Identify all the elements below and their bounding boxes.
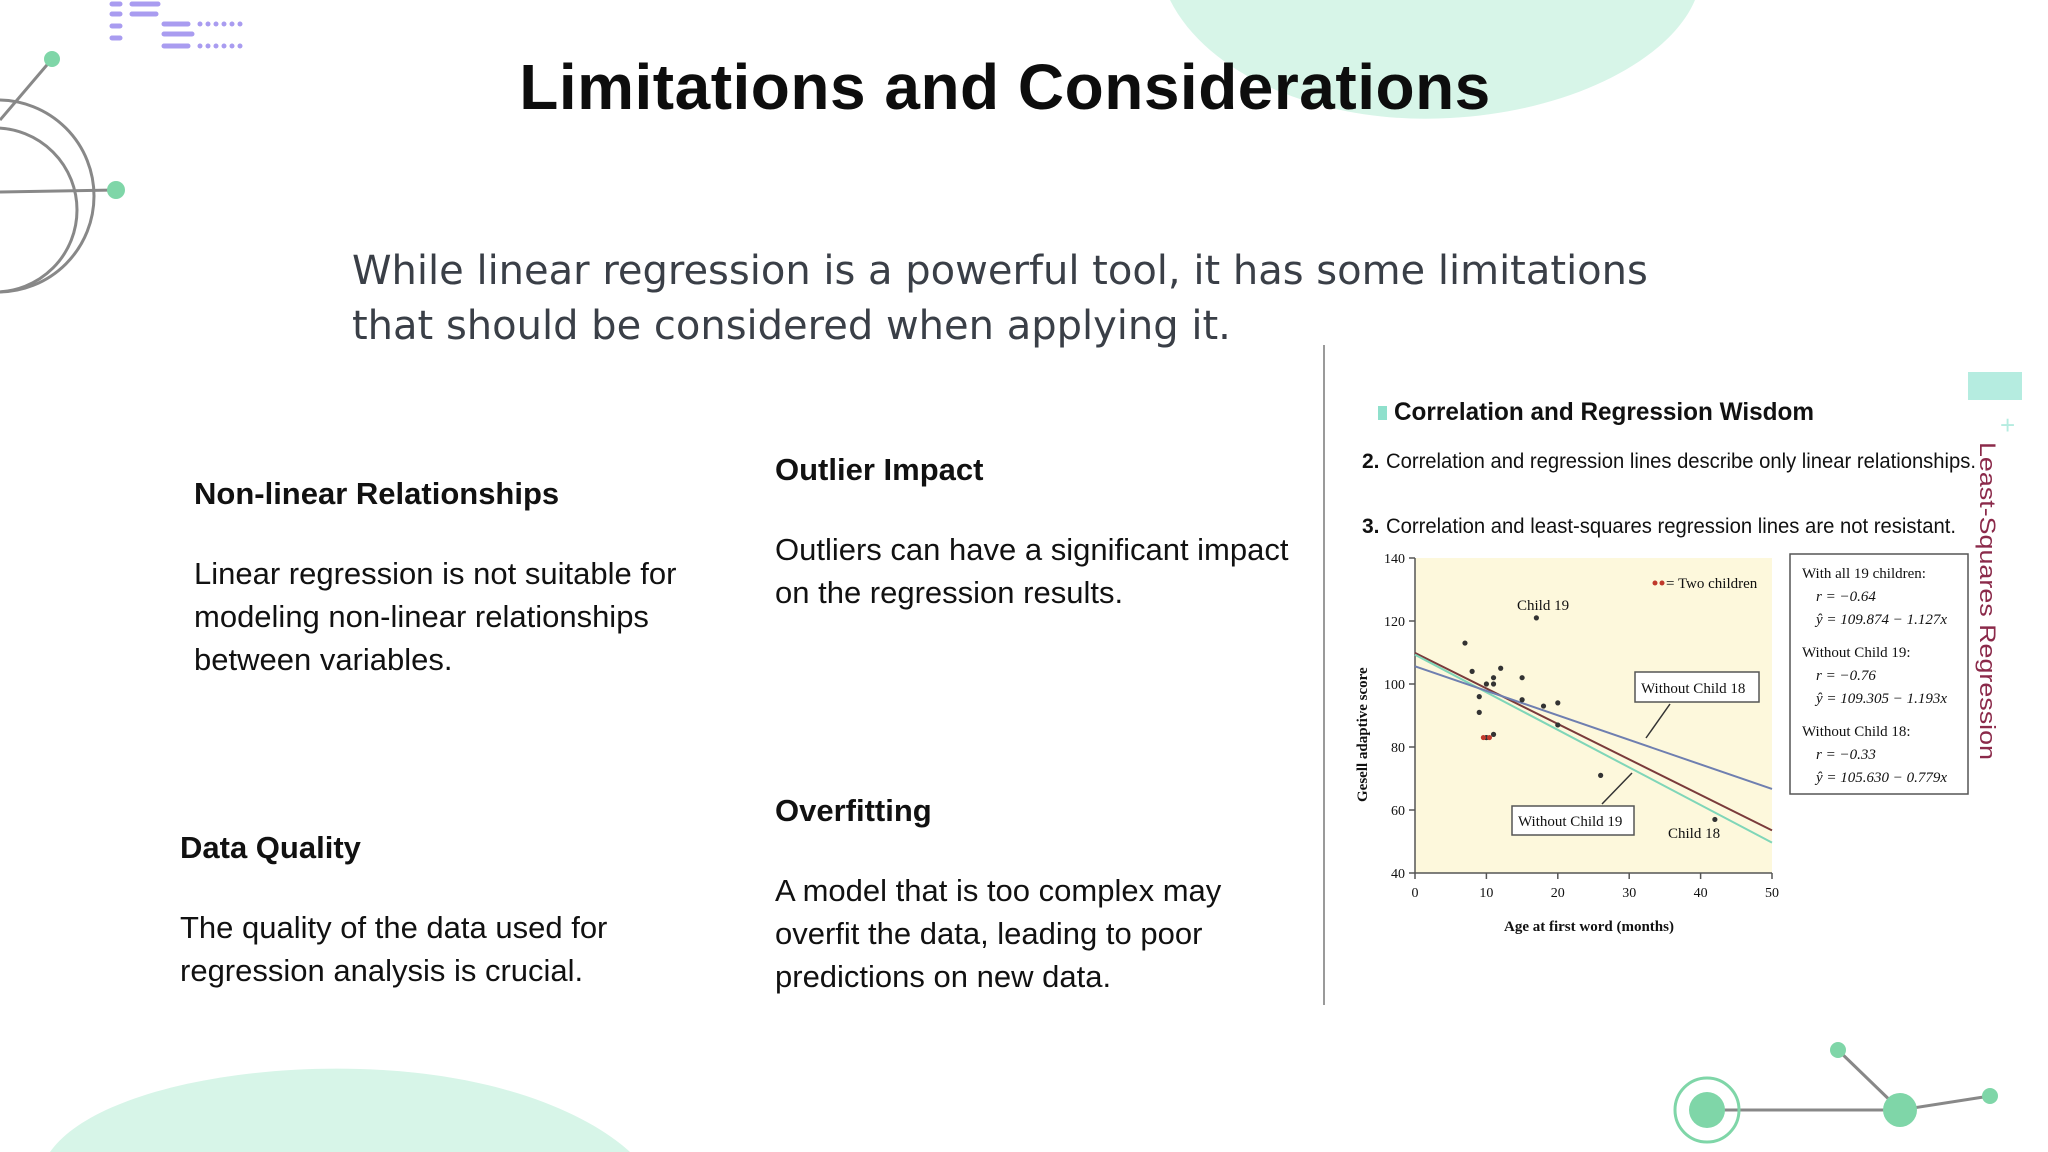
card-body-line: predictions on new data. [775,959,1112,994]
data-point [1555,722,1560,727]
x-tick-label: 30 [1622,886,1637,901]
x-tick-label: 40 [1693,886,1708,901]
x-tick-label: 0 [1411,886,1419,901]
x-tick-label: 20 [1550,886,1565,901]
card-body [775,528,1315,614]
data-point [1484,681,1489,686]
card-body-line: overfit the data, leading to poor [775,916,1203,951]
data-point [1470,669,1475,674]
page-title: Limitations and Considerations [519,51,1491,123]
data-point [1491,732,1496,737]
x-tick-label: 10 [1479,886,1494,901]
legend-marker [1653,581,1658,586]
card-title: Outlier Impact [775,452,984,487]
divider [1323,345,1325,1005]
label-without-child-19: Without Child 19 [1518,814,1623,830]
legend-marker [1660,581,1665,586]
data-point [1598,773,1603,778]
x-tick-label: 50 [1765,886,1779,901]
figure-heading: Correlation and Regression Wisdom [1394,398,1814,426]
legend-label: = Two children [1666,576,1758,592]
point-3: Correlation and least-squares regression lines are not resistant. [1386,515,1956,538]
card-nonlinear [194,476,714,681]
data-point [1477,694,1482,699]
label-child-19: Child 19 [1517,598,1570,614]
stats-r: r = −0.64 [1816,589,1876,605]
side-label: Least-Squares Regression [1975,442,2000,703]
label-child-18: Child 18 [1668,826,1721,842]
stats-r: r = −0.76 [1816,668,1876,684]
network-right-decoration [1660,1030,2000,1152]
card-body-line: The quality of the data used for [180,910,608,945]
stats-equation: ŷ = 105.630 − 0.779x [1816,770,1948,786]
point-2: Correlation and regression lines describe only linear relationships. [1386,450,1976,473]
card-body-line: on the regression results. [775,575,1124,610]
y-tick-label: 40 [1391,867,1405,882]
stats-r: r = −0.33 [1816,747,1876,763]
data-point [1534,615,1539,620]
point-number: 3. [1362,515,1380,538]
card-title: Overfitting [775,793,932,828]
card-outlier [775,452,1315,614]
y-tick-label: 120 [1384,615,1405,630]
card-body-line: A model that is too complex may [775,873,1222,908]
data-point [1520,675,1525,680]
x-axis-label: Age at first word (months) [1504,919,1674,935]
card-data-quality [180,830,700,992]
card-body-line: Linear regression is not suitable for [194,556,677,591]
y-tick-label: 140 [1384,552,1405,567]
y-tick-label: 100 [1384,678,1405,693]
data-point [1462,640,1467,645]
point-number: 2. [1362,450,1380,473]
card-title: Non-linear Relationships [194,476,560,511]
data-point [1491,675,1496,680]
menu-lines-decoration [108,0,248,56]
card-body [194,552,714,681]
card-body-line: Outliers can have a significant impact [775,532,1289,567]
card-overfitting [775,793,1295,998]
label-without-child-18: Without Child 18 [1641,681,1746,697]
stats-equation: ŷ = 109.874 − 1.127x [1816,612,1948,628]
bottom-left-blob-decoration [30,1055,650,1152]
y-axis-label: Gesell adaptive score [1355,667,1371,802]
stats-title: With all 19 children: [1802,566,1926,582]
double-data-point [1487,735,1492,740]
double-data-point [1481,735,1486,740]
regression-figure [1340,370,2040,970]
card-body-line: between variables. [194,642,453,677]
legend [1653,576,1758,592]
stats-equation: ŷ = 109.305 − 1.193x [1816,691,1948,707]
plus-icon: + [2000,410,2016,440]
figure-svg [1340,370,2040,970]
stats-title: Without Child 19: [1802,645,1911,661]
card-title: Data Quality [180,830,361,865]
card-body-line: modeling non-linear relationships [194,599,649,634]
data-point [1491,681,1496,686]
heading-marker [1378,406,1387,420]
data-point [1541,703,1546,708]
card-body [775,869,1295,998]
data-point [1712,817,1717,822]
data-point [1555,700,1560,705]
stats-title: Without Child 18: [1802,724,1911,740]
card-body [180,906,700,992]
y-tick-label: 80 [1391,741,1405,756]
accent-block [1968,372,2022,400]
card-body-line: regression analysis is crucial. [180,953,584,988]
y-tick-label: 60 [1391,804,1405,819]
data-point [1520,697,1525,702]
intro-text: While linear regression is a powerful tool, it has some limitations that should be considered when applying it. [352,248,1648,349]
data-point [1477,710,1482,715]
data-point [1498,666,1503,671]
